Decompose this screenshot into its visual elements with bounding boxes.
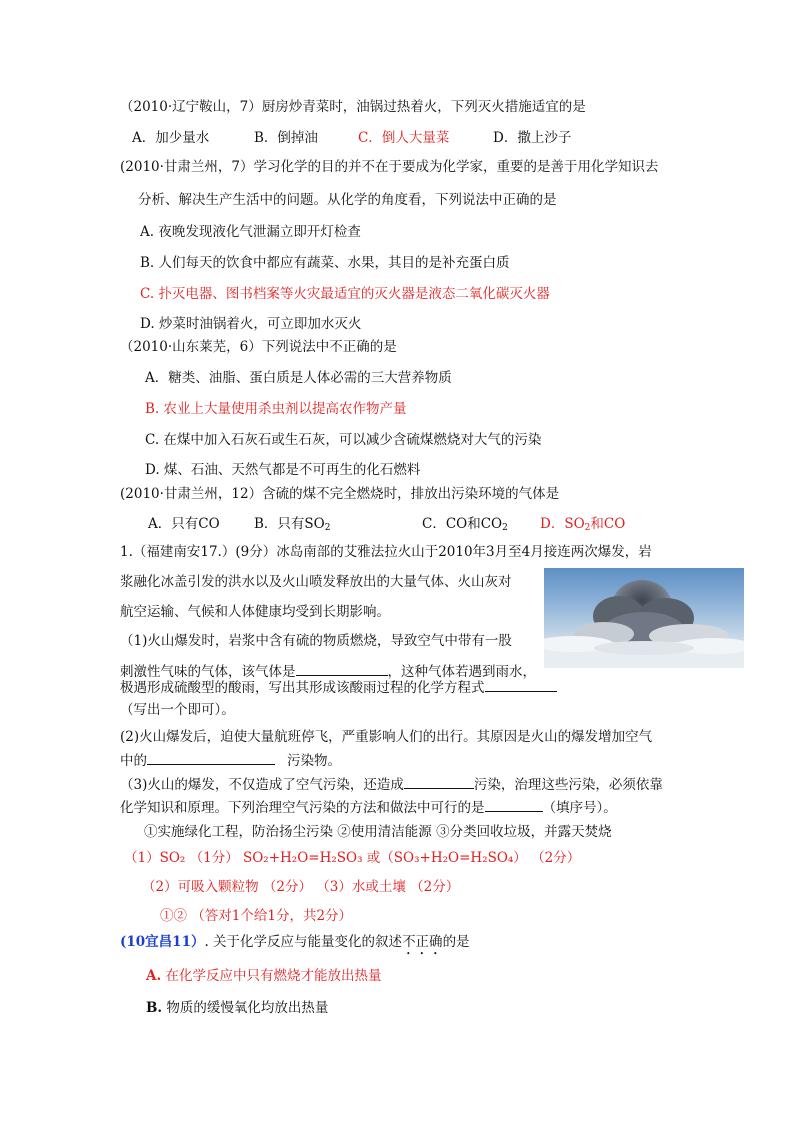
q5-answer3: ①② （答对1个给1分，共2分） (160, 908, 353, 924)
q4-option-b: B．只有$SO_2$ (254, 516, 331, 533)
q5-line7: （写出一个即可）。 (120, 702, 235, 718)
q1-stem: （2010·辽宁鞍山，7）厨房炒青菜时，油锅过热着火，下列灭火措施适宜的是 (120, 99, 586, 115)
q2-option-c: C. 扑灭电器、图书档案等火灾最适宜的灭火器是液态二氧化碳灭火器 (140, 286, 550, 302)
q5-line3: 航空运输、气候和人体健康均受到长期影响。 (120, 604, 390, 620)
q1-option-d: D．撒上沙子 (493, 130, 572, 146)
q5-answer1: （1）SO₂ （1分） SO₂+H₂O=H₂SO₃ 或（SO₃+H₂O=H₂SO₄） （2分） (124, 850, 581, 866)
q3-option-a: A．糖类、油脂、蛋白质是人体必需的三大营养物质 (145, 370, 452, 386)
q5-line2: 浆融化冰盖引发的洪水以及火山喷发释放出的大量气体、火山灰对 (120, 574, 512, 590)
q4-option-c: C．CO和$CO_2$ (422, 516, 508, 533)
q1-option-b: B．倒掉油 (254, 130, 318, 146)
q5-line11: 化学知识和原理。下列治理空气污染的方法和做法中可行的是 （填序号）。 (120, 797, 617, 818)
q2-option-b: B. 人们每天的饮食中都应有蔬菜、水果，其目的是补充蛋白质 (140, 255, 510, 271)
q3-stem: （2010·山东莱芜，6）下列说法中不正确的是 (120, 339, 397, 355)
answer-blank-gas[interactable] (296, 661, 388, 676)
q3-option-d: D. 煤、石油、天然气都是不可再生的化石燃料 (145, 462, 421, 478)
q3-option-c: C. 在煤中加入石灰石或生石灰，可以减少含硫煤燃烧对大气的污染 (145, 432, 542, 448)
q5-answer2: （2）可吸入颗粒物 （2分） （3）水或土壤 （2分） (142, 879, 460, 895)
q5-line9: 中的 污染物。 (120, 750, 341, 771)
q4-option-a: A．只有CO (148, 516, 220, 532)
q5-line8: (2)火山爆发后，迫使大量航班停飞，严重影响人们的出行。其原因是火山的爆发增加空气 (120, 729, 653, 745)
q3-option-b: B. 农业上大量使用杀虫剂以提高农作物产量 (145, 401, 407, 417)
q5-line4: （1)火山爆发时，岩浆中含有硫的物质燃烧，导致空气中带有一股 (120, 633, 512, 649)
q2-stem-line2: 分析、解决生产生活中的问题。从化学的角度看，下列说法中正确的是 (138, 192, 557, 208)
answer-blank-choice[interactable] (485, 797, 543, 812)
q5-line1: 1.（福建南安17.）(9分）冰岛南部的艾雅法拉火山于2010年3月至4月接连两次爆发，岩 (120, 544, 652, 560)
q6-option-a: A. 在化学反应中只有燃烧才能放出热量 (146, 968, 382, 984)
q1-option-c: C．倒人大量菜 (358, 130, 450, 146)
q4-stem: (2010·甘肃兰州，12）含硫的煤不完全燃烧时，排放出污染环境的气体是 (120, 486, 560, 502)
answer-blank-pollutant[interactable] (147, 750, 275, 765)
q2-stem-line1: (2010·甘肃兰州，7）学习化学的目的并不在于要成为化学家，重要的是善于用化学知识去 (120, 159, 659, 175)
q2-option-a: A. 夜晚发现液化气泄漏立即开灯检查 (140, 224, 361, 240)
q6-option-b: B. 物质的缓慢氧化均放出热量 (146, 1000, 329, 1016)
q2-option-d: D. 炒菜时油锅着火，可立即加水灭火 (140, 316, 362, 332)
q5-line6: 极遇形成硫酸型的酸雨，写出其形成该酸雨过程的化学方程式 (120, 677, 557, 698)
volcano-ash-cloud-photo (544, 568, 744, 668)
answer-blank-pollution-type[interactable] (404, 774, 474, 789)
q5-line12: ①实施绿化工程，防治扬尘污染 ②使用清洁能源 ③分类回收垃圾，并露天焚烧 (144, 824, 612, 840)
q5-line5: 刺激性气味的气体，该气体是 ，这种气体若遇到雨水， (120, 661, 536, 682)
answer-blank-equation[interactable] (485, 677, 557, 692)
q6-stem: (10宜昌11）. 关于化学反应与能量变化的叙述不正确的是 (120, 934, 470, 950)
q5-line10: （3)火山的爆发，不仅造成了空气污染，还造成 污染，治理这些污染，必须依靠 (120, 774, 663, 795)
ash-cloud-icon (544, 568, 744, 668)
q1-option-a: A．加少量水 (132, 130, 210, 146)
q4-option-d: D．$SO_2$和CO (540, 516, 626, 533)
